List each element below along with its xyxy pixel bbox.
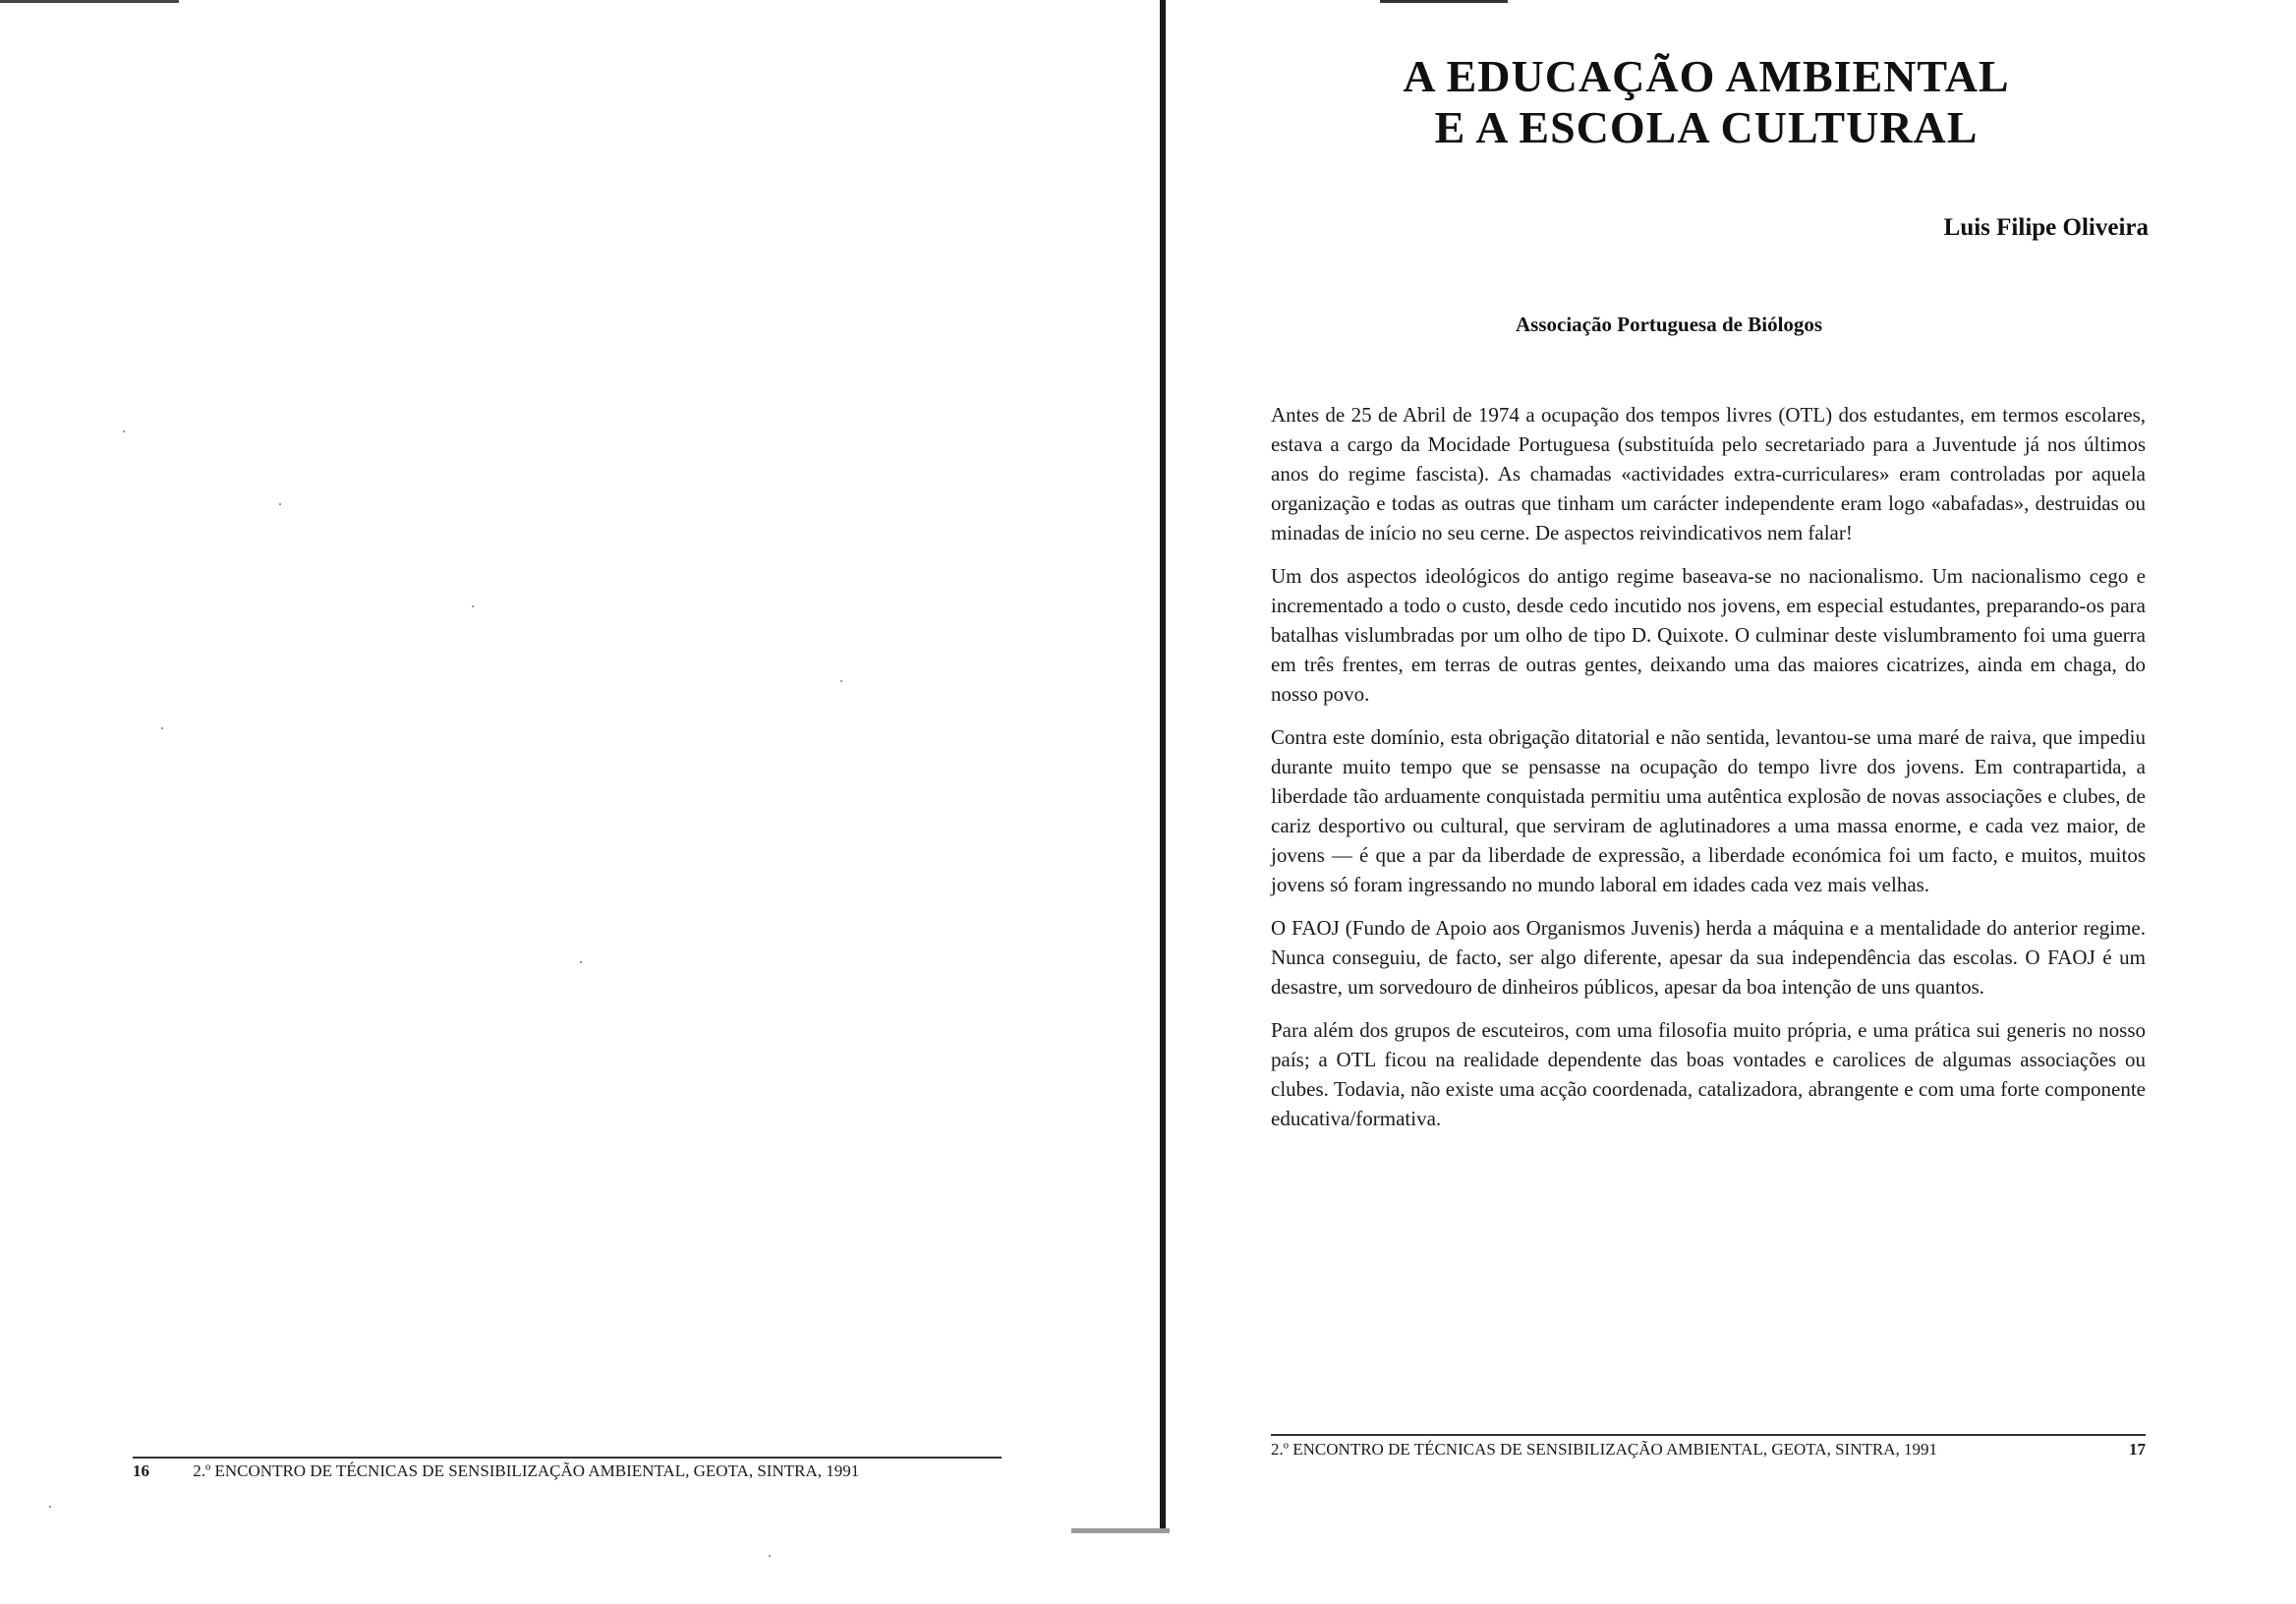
- paragraph: Antes de 25 de Abril de 1974 a ocupação dos tempos livres (OTL) dos estudantes, em termos escolares, estava a cargo da Mocidade Portuguesa (substituída pelo secretariado para a Juventude já nos últimos anos do regime fascista). As chamadas «actividades extra-curriculares» eram controladas por aquela organização e todas as outras que tinham um carácter independente eram logo «abafadas», destruidas ou minadas de início no seu cerne. De aspectos reivindicativos nem falar!: [1271, 403, 2146, 544]
- footer-text: 2.º ENCONTRO DE TÉCNICAS DE SENSIBILIZAÇÃO AMBIENTAL, GEOTA, SINTRA, 1991: [1271, 1440, 1937, 1459]
- scan-speck: [279, 503, 281, 505]
- scan-speck: [472, 605, 474, 607]
- scan-speck: [580, 961, 582, 963]
- top-scan-rule: [0, 0, 179, 3]
- scan-speck: [769, 1555, 771, 1557]
- paragraph: Contra este domínio, esta obrigação ditatorial e não sentida, levantou-se uma maré de raiva, que impediu durante muito tempo que se pensasse na ocupação do tempo livre dos jovens. Em contrapartida, a liberdade tão arduamente conquistada permitiu uma autêntica explosão de novas associações e clubes, de cariz desportivo ou cultural, que serviram de aglutinadores a uma massa enorme, e cada vez maior, de jovens — é que a par da liberdade de expressão, a liberdade económica foi um facto, e muitos, muitos jovens só foram ingressando no mundo laboral em idades cada vez mais velhas.: [1271, 725, 2146, 896]
- page-footer: [1271, 1440, 2146, 1460]
- title-line-2: E A ESCOLA CULTURAL: [1434, 102, 1979, 152]
- author-affiliation: Associação Portuguesa de Biólogos: [1516, 313, 1823, 336]
- spine-shadow: [1071, 1528, 1170, 1533]
- right-page: [1166, 0, 2296, 1604]
- author-name: Luis Filipe Oliveira: [1943, 214, 2149, 241]
- page-number: 16: [133, 1461, 149, 1480]
- scan-speck: [123, 430, 125, 432]
- footer-text: 2.º ENCONTRO DE TÉCNICAS DE SENSIBILIZAÇÃO AMBIENTAL, GEOTA, SINTRA, 1991: [193, 1461, 860, 1480]
- paragraph: Para além dos grupos de escuteiros, com uma filosofia muito própria, e uma prática sui generis no nosso país; a OTL ficou na realidade dependente das boas vontades e carolices de algumas associações ou clubes. Todavia, não existe uma acção coordenada, catalizadora, abrangente e com uma forte componente educativa/formativa.: [1271, 1018, 2146, 1130]
- footer-rule: [1271, 1434, 2146, 1436]
- page-number: 17: [2129, 1440, 2146, 1459]
- scan-speck: [49, 1506, 51, 1508]
- article-title: [1362, 51, 2050, 153]
- page-footer: [133, 1461, 1002, 1481]
- scan-speck: [161, 727, 163, 729]
- footer-rule: [133, 1457, 1002, 1459]
- paragraph: O FAOJ (Fundo de Apoio aos Organismos Juvenis) herda a máquina e a mentalidade do anterior regime. Nunca conseguiu, de facto, ser algo diferente, apesar da sua independência das escolas. O FAOJ é um desastre, um sorvedouro de dinheiros públicos, apesar da boa intenção de uns quantos.: [1271, 916, 2146, 999]
- paragraph: Um dos aspectos ideológicos do antigo regime baseava-se no nacionalismo. Um nacionalismo cego e incrementado a todo o custo, desde cedo incutido nos jovens, em especial estudantes, preparando-os para batalhas vislumbradas por um olho de tipo D. Quixote. O culminar deste vislumbramento foi uma guerra em três frentes, em terras de outras gentes, deixando uma das maiores cicatrizes, ainda em chaga, do nosso povo.: [1271, 564, 2146, 706]
- scan-speck: [840, 680, 842, 682]
- article-body: [1271, 400, 2146, 1147]
- title-line-1: A EDUCAÇÃO AMBIENTAL: [1403, 51, 2010, 101]
- top-scan-rule: [1380, 0, 1508, 3]
